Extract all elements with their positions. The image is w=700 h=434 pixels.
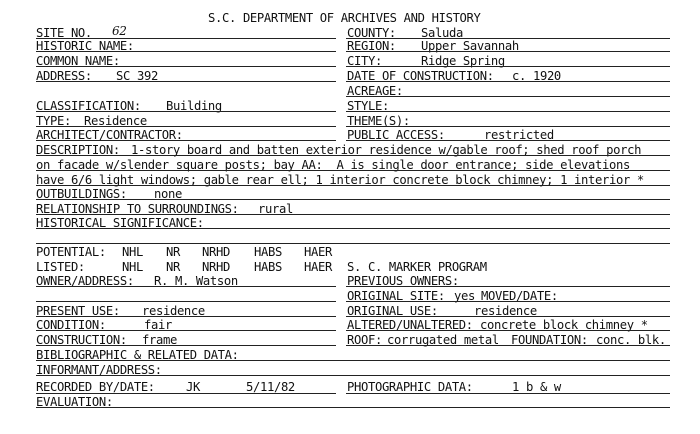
description-rule-1 — [36, 155, 670, 156]
acreage-label: ACREAGE: — [347, 84, 403, 98]
photographic-label: PHOTOGRAPHIC DATA: — [347, 380, 473, 394]
description-line-2: on facade w/slender square posts; bay AA: A is single door entrance; side elevations — [36, 158, 630, 172]
marker-program-label: S. C. MARKER PROGRAM — [347, 260, 487, 274]
roof-value: corrugated metal — [387, 333, 499, 347]
potential-habs: HABS — [254, 245, 282, 259]
description-rule-3 — [36, 185, 670, 186]
potential-nr: NR — [166, 245, 180, 259]
site-no-value: 62 — [112, 24, 127, 38]
construction-label: CONSTRUCTION: — [36, 333, 127, 347]
relationship-line — [36, 214, 670, 215]
region-value: Upper Savannah — [421, 39, 519, 53]
present-use-value: residence — [142, 304, 205, 318]
potential-haer: HAER — [304, 245, 332, 259]
recorded-date-value: 5/11/82 — [246, 380, 295, 394]
original-site-line — [346, 301, 670, 302]
listed-nr: NR — [166, 260, 180, 274]
style-line — [346, 111, 670, 112]
present-use-line — [36, 316, 336, 317]
recorded-by-value: JK — [186, 380, 200, 394]
description-line-3: have 6/6 light windows; gable rear ell; 1 interior concrete block chimney; 1 interior * — [36, 173, 644, 187]
date-of-construction-value: c. 1920 — [512, 69, 561, 83]
address-line — [36, 81, 336, 82]
listed-habs: HABS — [254, 260, 282, 274]
original-use-label: ORIGINAL USE: — [347, 304, 438, 318]
type-line — [36, 126, 336, 127]
altered-label: ALTERED/UNALTERED: — [347, 318, 473, 332]
photographic-line — [346, 393, 670, 394]
public-access-label: PUBLIC ACCESS: — [347, 128, 445, 142]
condition-label: CONDITION: — [36, 318, 106, 332]
historical-significance-label: HISTORICAL SIGNIFICANCE: — [36, 216, 204, 230]
present-use-label: PRESENT USE: — [36, 304, 120, 318]
condition-line — [36, 330, 336, 331]
public-access-value: restricted — [484, 128, 554, 142]
common-name-label: COMMON NAME: — [36, 54, 120, 68]
photographic-value: 1 b & w — [512, 380, 561, 394]
site-no-label: SITE NO. — [36, 26, 92, 40]
themes-label: THEME(S): — [347, 114, 410, 128]
historical-significance-line — [36, 228, 670, 229]
evaluation-label: EVALUATION: — [36, 395, 113, 409]
relationship-label: RELATIONSHIP TO SURROUNDINGS: — [36, 202, 239, 216]
common-name-line — [36, 66, 336, 67]
previous-owners-line — [346, 286, 670, 287]
roof-label: ROOF: — [347, 333, 382, 347]
architect-line — [36, 140, 336, 141]
potential-nhl: NHL — [122, 245, 143, 259]
listed-label: LISTED: — [36, 260, 85, 274]
owner-label: OWNER/ADDRESS: — [36, 274, 134, 288]
type-value: Residence — [84, 114, 147, 128]
owner-line-2 — [36, 301, 336, 302]
original-site-label: ORIGINAL SITE: — [347, 289, 445, 303]
potential-label: POTENTIAL: — [36, 245, 106, 259]
original-use-value: residence — [474, 304, 537, 318]
altered-value: concrete block chimney * — [480, 318, 648, 332]
description-line-1: 1-story board and batten exterior residence w/gable roof; shed roof porch — [131, 143, 642, 157]
style-label: STYLE: — [347, 99, 389, 113]
classification-label: CLASSIFICATION: — [36, 99, 141, 113]
original-site-value: yes — [454, 289, 475, 303]
region-line — [346, 51, 670, 52]
owner-value: R. M. Watson — [154, 274, 238, 288]
evaluation-line — [36, 407, 670, 408]
foundation-value: conc. blk. — [596, 333, 666, 347]
date-of-construction-label: DATE OF CONSTRUCTION: — [347, 69, 494, 83]
city-value: Ridge Spring — [421, 54, 505, 68]
description-label: DESCRIPTION: — [36, 143, 120, 157]
description-rule-2 — [36, 170, 670, 171]
moved-date-label: MOVED/DATE: — [481, 289, 558, 303]
address-value: SC 392 — [116, 69, 158, 83]
classification-value: Building — [166, 99, 222, 113]
condition-value: fair — [144, 318, 172, 332]
public-access-line — [346, 140, 670, 141]
potential-nrhd: NRHD — [202, 245, 230, 259]
roof-line — [346, 345, 670, 346]
outbuildings-value: none — [154, 187, 182, 201]
listed-haer: HAER — [304, 260, 332, 274]
county-value: Saluda — [421, 26, 463, 40]
recorded-label: RECORDED BY/DATE: — [36, 380, 155, 394]
themes-line — [346, 126, 670, 127]
previous-owners-label: PREVIOUS OWNERS: — [347, 274, 459, 288]
altered-line — [346, 330, 670, 331]
original-use-line — [346, 316, 670, 317]
city-label: CITY: — [347, 54, 382, 68]
listed-nhl: NHL — [122, 260, 143, 274]
construction-value: frame — [142, 333, 177, 347]
owner-line — [36, 286, 336, 287]
address-label: ADDRESS: — [36, 69, 92, 83]
construction-line — [36, 345, 336, 346]
acreage-line — [346, 96, 670, 97]
bibliographic-label: BIBLIOGRAPHIC & RELATED DATA: — [36, 348, 239, 362]
foundation-label: FOUNDATION: — [511, 333, 588, 347]
type-label: TYPE: — [36, 114, 71, 128]
form-header: S.C. DEPARTMENT OF ARCHIVES AND HISTORY — [208, 11, 481, 25]
architect-label: ARCHITECT/CONTRACTOR: — [36, 128, 183, 142]
historical-significance-line-2 — [36, 243, 670, 244]
historic-name-label: HISTORIC NAME: — [36, 39, 134, 53]
relationship-value: rural — [258, 202, 293, 216]
classification-line — [36, 111, 336, 112]
recorded-line — [36, 393, 336, 394]
bibliographic-line — [36, 360, 670, 361]
listed-nrhd: NRHD — [202, 260, 230, 274]
outbuildings-label: OUTBUILDINGS: — [36, 187, 127, 201]
city-line — [346, 66, 670, 67]
informant-line — [36, 375, 670, 376]
historic-name-line — [36, 51, 336, 52]
outbuildings-line — [36, 199, 670, 200]
informant-label: INFORMANT/ADDRESS: — [36, 363, 162, 377]
date-line — [346, 81, 670, 82]
county-label: COUNTY: — [347, 26, 396, 40]
region-label: REGION: — [347, 39, 396, 53]
